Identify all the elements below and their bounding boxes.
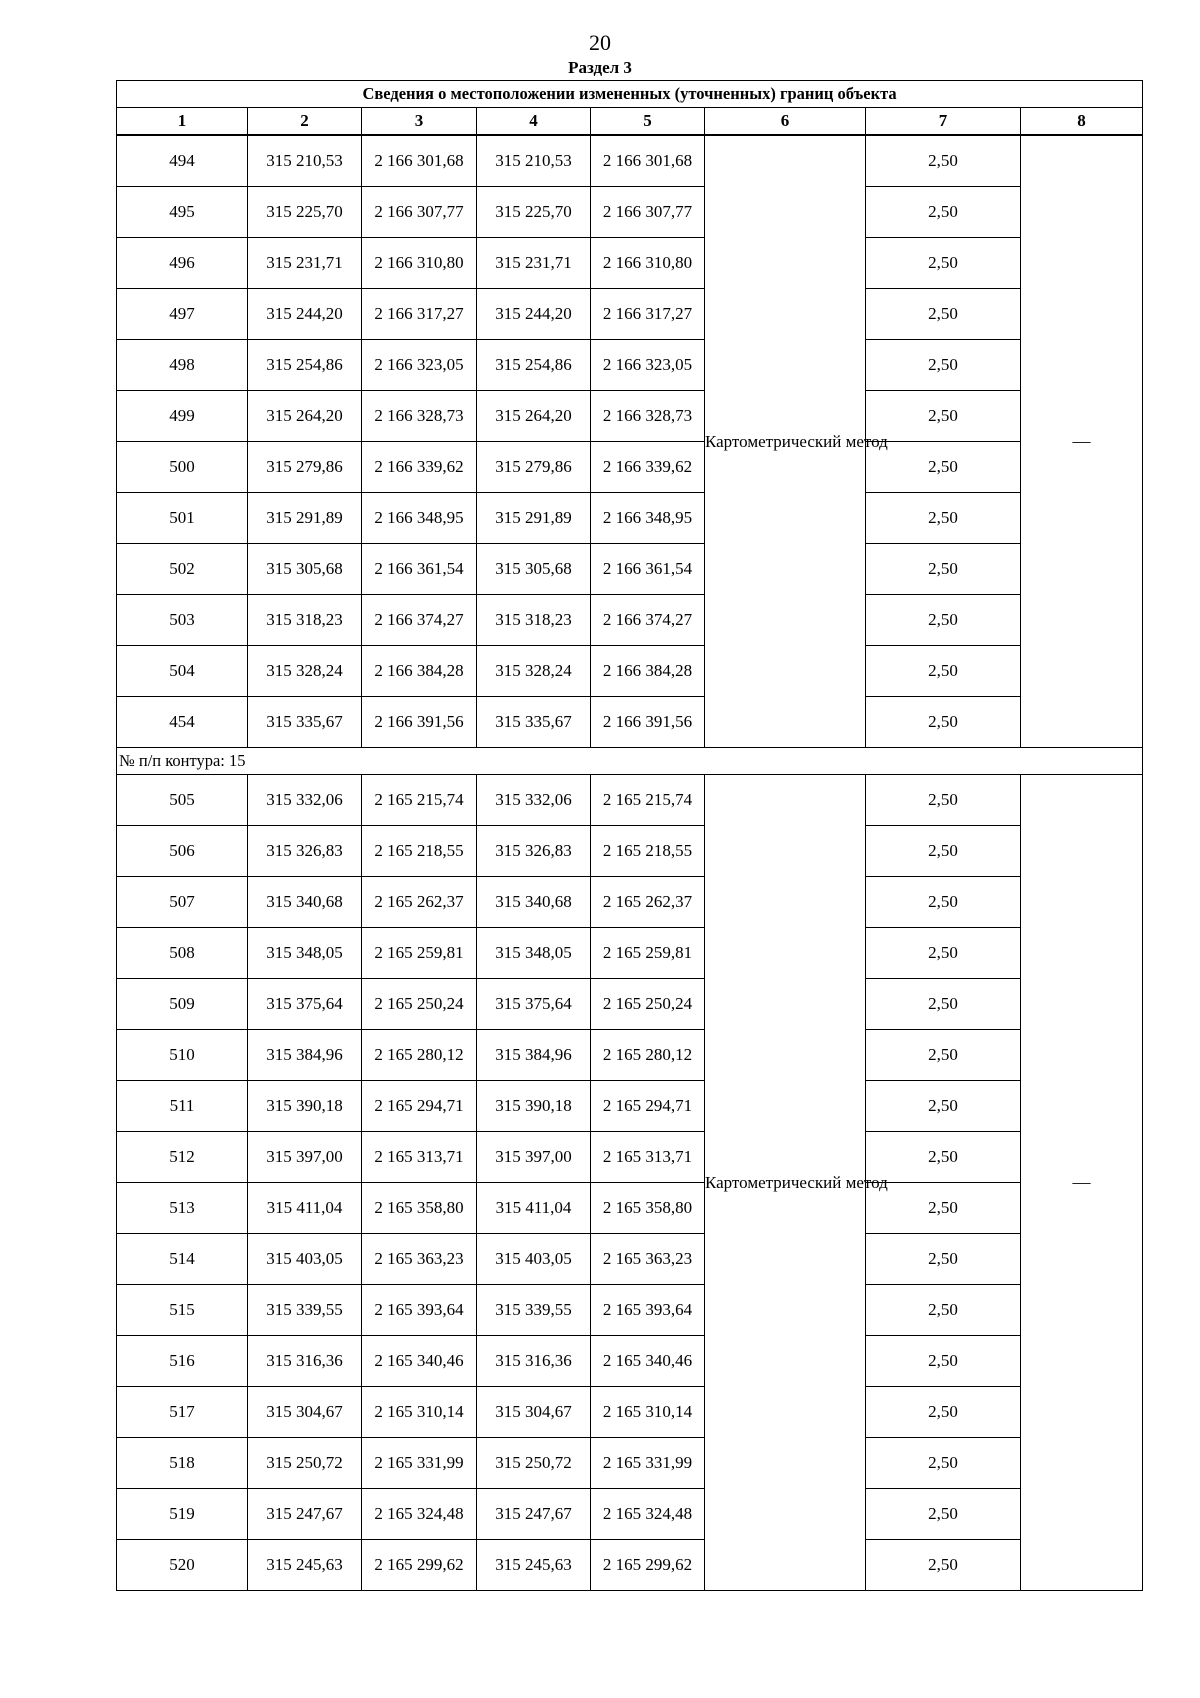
accuracy-cell: 2,50 (866, 187, 1021, 238)
accuracy-cell: 2,50 (866, 1387, 1021, 1438)
y-new-cell: 2 165 280,12 (591, 1030, 705, 1081)
coordinates-table (116, 80, 1143, 1591)
x-new-cell: 315 340,68 (477, 877, 591, 928)
table-row (117, 1234, 1143, 1285)
y-old-cell: 2 166 384,28 (362, 646, 477, 697)
table-row (117, 697, 1143, 748)
accuracy-cell: 2,50 (866, 928, 1021, 979)
y-new-cell: 2 165 294,71 (591, 1081, 705, 1132)
x-new-cell: 315 318,23 (477, 595, 591, 646)
y-new-cell: 2 165 262,37 (591, 877, 705, 928)
x-old-cell: 315 328,24 (248, 646, 362, 697)
y-new-cell: 2 165 215,74 (591, 775, 705, 826)
column-number: 4 (477, 108, 591, 136)
y-old-cell: 2 166 301,68 (362, 135, 477, 187)
x-new-cell: 315 250,72 (477, 1438, 591, 1489)
table-row (117, 775, 1143, 826)
column-number: 8 (1021, 108, 1143, 136)
accuracy-cell: 2,50 (866, 877, 1021, 928)
table-row (117, 1336, 1143, 1387)
y-old-cell: 2 165 358,80 (362, 1183, 477, 1234)
x-new-cell: 315 328,24 (477, 646, 591, 697)
y-new-cell: 2 165 313,71 (591, 1132, 705, 1183)
y-new-cell: 2 166 374,27 (591, 595, 705, 646)
x-old-cell: 315 403,05 (248, 1234, 362, 1285)
table-row (117, 1540, 1143, 1591)
accuracy-cell: 2,50 (866, 238, 1021, 289)
y-old-cell: 2 165 340,46 (362, 1336, 477, 1387)
y-new-cell: 2 165 310,14 (591, 1387, 705, 1438)
x-old-cell: 315 244,20 (248, 289, 362, 340)
point-number-cell: 500 (117, 442, 248, 493)
column-number: 3 (362, 108, 477, 136)
table-row (117, 826, 1143, 877)
x-old-cell: 315 247,67 (248, 1489, 362, 1540)
y-old-cell: 2 165 250,24 (362, 979, 477, 1030)
y-new-cell: 2 166 310,80 (591, 238, 705, 289)
y-old-cell: 2 165 218,55 (362, 826, 477, 877)
x-old-cell: 315 340,68 (248, 877, 362, 928)
note-cell: — (1021, 775, 1143, 1591)
x-old-cell: 315 326,83 (248, 826, 362, 877)
table-row (117, 442, 1143, 493)
y-old-cell: 2 166 374,27 (362, 595, 477, 646)
table-row (117, 238, 1143, 289)
x-old-cell: 315 384,96 (248, 1030, 362, 1081)
x-old-cell: 315 264,20 (248, 391, 362, 442)
accuracy-cell: 2,50 (866, 1081, 1021, 1132)
y-old-cell: 2 165 331,99 (362, 1438, 477, 1489)
column-number-row (117, 108, 1143, 136)
y-new-cell: 2 165 250,24 (591, 979, 705, 1030)
point-number-cell: 496 (117, 238, 248, 289)
y-new-cell: 2 166 317,27 (591, 289, 705, 340)
accuracy-cell: 2,50 (866, 1285, 1021, 1336)
x-old-cell: 315 254,86 (248, 340, 362, 391)
y-old-cell: 2 165 299,62 (362, 1540, 477, 1591)
x-new-cell: 315 335,67 (477, 697, 591, 748)
point-number-cell: 517 (117, 1387, 248, 1438)
point-number-cell: 520 (117, 1540, 248, 1591)
point-number-cell: 512 (117, 1132, 248, 1183)
point-number-cell: 501 (117, 493, 248, 544)
point-number-cell: 516 (117, 1336, 248, 1387)
y-old-cell: 2 166 339,62 (362, 442, 477, 493)
table-body (117, 135, 1143, 1591)
point-number-cell: 507 (117, 877, 248, 928)
x-old-cell: 315 411,04 (248, 1183, 362, 1234)
point-number-cell: 502 (117, 544, 248, 595)
y-old-cell: 2 165 310,14 (362, 1387, 477, 1438)
y-new-cell: 2 165 358,80 (591, 1183, 705, 1234)
x-new-cell: 315 231,71 (477, 238, 591, 289)
y-new-cell: 2 165 259,81 (591, 928, 705, 979)
x-old-cell: 315 304,67 (248, 1387, 362, 1438)
table-row (117, 1183, 1143, 1234)
page-number: 20 (589, 30, 611, 55)
table-row (117, 595, 1143, 646)
y-old-cell: 2 165 324,48 (362, 1489, 477, 1540)
point-number-cell: 515 (117, 1285, 248, 1336)
x-new-cell: 315 397,00 (477, 1132, 591, 1183)
table-row (117, 979, 1143, 1030)
section-title: Раздел 3 (568, 58, 632, 77)
table-row (117, 928, 1143, 979)
point-number-cell: 494 (117, 135, 248, 187)
point-number-cell: 508 (117, 928, 248, 979)
point-number-cell: 495 (117, 187, 248, 238)
y-old-cell: 2 165 259,81 (362, 928, 477, 979)
point-number-cell: 505 (117, 775, 248, 826)
table-row (117, 391, 1143, 442)
x-old-cell: 315 225,70 (248, 187, 362, 238)
table-row (117, 544, 1143, 595)
x-new-cell: 315 225,70 (477, 187, 591, 238)
x-new-cell: 315 304,67 (477, 1387, 591, 1438)
column-number: 5 (591, 108, 705, 136)
accuracy-cell: 2,50 (866, 391, 1021, 442)
x-old-cell: 315 250,72 (248, 1438, 362, 1489)
x-new-cell: 315 316,36 (477, 1336, 591, 1387)
contour-row (117, 748, 1143, 775)
point-number-cell: 509 (117, 979, 248, 1030)
column-number: 1 (117, 108, 248, 136)
x-new-cell: 315 348,05 (477, 928, 591, 979)
accuracy-cell: 2,50 (866, 1132, 1021, 1183)
table-row (117, 646, 1143, 697)
x-new-cell: 315 390,18 (477, 1081, 591, 1132)
y-new-cell: 2 165 393,64 (591, 1285, 705, 1336)
accuracy-cell: 2,50 (866, 544, 1021, 595)
accuracy-cell: 2,50 (866, 442, 1021, 493)
y-new-cell: 2 166 307,77 (591, 187, 705, 238)
accuracy-cell: 2,50 (866, 493, 1021, 544)
table-row (117, 1489, 1143, 1540)
point-number-cell: 499 (117, 391, 248, 442)
y-new-cell: 2 165 340,46 (591, 1336, 705, 1387)
accuracy-cell: 2,50 (866, 1336, 1021, 1387)
x-new-cell: 315 332,06 (477, 775, 591, 826)
point-number-cell: 497 (117, 289, 248, 340)
x-new-cell: 315 384,96 (477, 1030, 591, 1081)
table-row (117, 1387, 1143, 1438)
point-number-cell: 503 (117, 595, 248, 646)
y-new-cell: 2 165 324,48 (591, 1489, 705, 1540)
accuracy-cell: 2,50 (866, 1183, 1021, 1234)
x-old-cell: 315 348,05 (248, 928, 362, 979)
accuracy-cell: 2,50 (866, 340, 1021, 391)
x-old-cell: 315 375,64 (248, 979, 362, 1030)
note-cell: — (1021, 135, 1143, 748)
y-new-cell: 2 166 384,28 (591, 646, 705, 697)
accuracy-cell: 2,50 (866, 1030, 1021, 1081)
point-number-cell: 498 (117, 340, 248, 391)
y-new-cell: 2 166 301,68 (591, 135, 705, 187)
table-row (117, 1081, 1143, 1132)
x-new-cell: 315 254,86 (477, 340, 591, 391)
x-old-cell: 315 305,68 (248, 544, 362, 595)
contour-label: № п/п контура: 15 (117, 748, 1143, 775)
x-new-cell: 315 244,20 (477, 289, 591, 340)
point-number-cell: 504 (117, 646, 248, 697)
table-caption: Сведения о местоположении измененных (уточненных) границ объекта (117, 81, 1143, 108)
x-old-cell: 315 231,71 (248, 238, 362, 289)
column-number: 7 (866, 108, 1021, 136)
y-new-cell: 2 166 323,05 (591, 340, 705, 391)
x-new-cell: 315 326,83 (477, 826, 591, 877)
x-new-cell: 315 291,89 (477, 493, 591, 544)
x-old-cell: 315 332,06 (248, 775, 362, 826)
y-new-cell: 2 166 339,62 (591, 442, 705, 493)
table-row (117, 135, 1143, 187)
y-new-cell: 2 165 218,55 (591, 826, 705, 877)
x-new-cell: 315 210,53 (477, 135, 591, 187)
y-new-cell: 2 165 363,23 (591, 1234, 705, 1285)
x-old-cell: 315 210,53 (248, 135, 362, 187)
accuracy-cell: 2,50 (866, 1234, 1021, 1285)
y-new-cell: 2 166 348,95 (591, 493, 705, 544)
table-row (117, 1030, 1143, 1081)
accuracy-cell: 2,50 (866, 646, 1021, 697)
y-old-cell: 2 165 280,12 (362, 1030, 477, 1081)
y-old-cell: 2 165 294,71 (362, 1081, 477, 1132)
accuracy-cell: 2,50 (866, 1540, 1021, 1591)
y-old-cell: 2 165 215,74 (362, 775, 477, 826)
point-number-cell: 510 (117, 1030, 248, 1081)
point-number-cell: 454 (117, 697, 248, 748)
column-number: 2 (248, 108, 362, 136)
x-new-cell: 315 411,04 (477, 1183, 591, 1234)
x-old-cell: 315 245,63 (248, 1540, 362, 1591)
y-old-cell: 2 166 310,80 (362, 238, 477, 289)
y-old-cell: 2 166 328,73 (362, 391, 477, 442)
y-old-cell: 2 166 361,54 (362, 544, 477, 595)
accuracy-cell: 2,50 (866, 595, 1021, 646)
x-new-cell: 315 403,05 (477, 1234, 591, 1285)
table-row (117, 340, 1143, 391)
method-cell: Картометрический метод (705, 775, 866, 1591)
x-old-cell: 315 316,36 (248, 1336, 362, 1387)
method-cell: Картометрический метод (705, 135, 866, 748)
table-row (117, 187, 1143, 238)
y-new-cell: 2 166 328,73 (591, 391, 705, 442)
y-old-cell: 2 166 307,77 (362, 187, 477, 238)
x-new-cell: 315 247,67 (477, 1489, 591, 1540)
point-number-cell: 506 (117, 826, 248, 877)
x-old-cell: 315 318,23 (248, 595, 362, 646)
x-new-cell: 315 339,55 (477, 1285, 591, 1336)
x-new-cell: 315 305,68 (477, 544, 591, 595)
x-new-cell: 315 245,63 (477, 1540, 591, 1591)
y-new-cell: 2 165 299,62 (591, 1540, 705, 1591)
y-old-cell: 2 166 348,95 (362, 493, 477, 544)
table-row (117, 1438, 1143, 1489)
point-number-cell: 514 (117, 1234, 248, 1285)
x-old-cell: 315 397,00 (248, 1132, 362, 1183)
accuracy-cell: 2,50 (866, 826, 1021, 877)
x-old-cell: 315 279,86 (248, 442, 362, 493)
y-new-cell: 2 166 361,54 (591, 544, 705, 595)
y-old-cell: 2 165 262,37 (362, 877, 477, 928)
y-old-cell: 2 166 323,05 (362, 340, 477, 391)
x-new-cell: 315 375,64 (477, 979, 591, 1030)
y-new-cell: 2 166 391,56 (591, 697, 705, 748)
y-old-cell: 2 166 317,27 (362, 289, 477, 340)
table-row (117, 289, 1143, 340)
y-old-cell: 2 165 313,71 (362, 1132, 477, 1183)
x-new-cell: 315 279,86 (477, 442, 591, 493)
point-number-cell: 513 (117, 1183, 248, 1234)
accuracy-cell: 2,50 (866, 289, 1021, 340)
table-row (117, 493, 1143, 544)
accuracy-cell: 2,50 (866, 1438, 1021, 1489)
column-number: 6 (705, 108, 866, 136)
x-old-cell: 315 339,55 (248, 1285, 362, 1336)
table-row (117, 1285, 1143, 1336)
table-row (117, 1132, 1143, 1183)
point-number-cell: 519 (117, 1489, 248, 1540)
x-old-cell: 315 291,89 (248, 493, 362, 544)
y-old-cell: 2 165 393,64 (362, 1285, 477, 1336)
table-row (117, 877, 1143, 928)
point-number-cell: 518 (117, 1438, 248, 1489)
accuracy-cell: 2,50 (866, 979, 1021, 1030)
accuracy-cell: 2,50 (866, 1489, 1021, 1540)
y-old-cell: 2 165 363,23 (362, 1234, 477, 1285)
accuracy-cell: 2,50 (866, 775, 1021, 826)
accuracy-cell: 2,50 (866, 697, 1021, 748)
y-new-cell: 2 165 331,99 (591, 1438, 705, 1489)
x-old-cell: 315 335,67 (248, 697, 362, 748)
x-new-cell: 315 264,20 (477, 391, 591, 442)
accuracy-cell: 2,50 (866, 135, 1021, 187)
point-number-cell: 511 (117, 1081, 248, 1132)
x-old-cell: 315 390,18 (248, 1081, 362, 1132)
y-old-cell: 2 166 391,56 (362, 697, 477, 748)
